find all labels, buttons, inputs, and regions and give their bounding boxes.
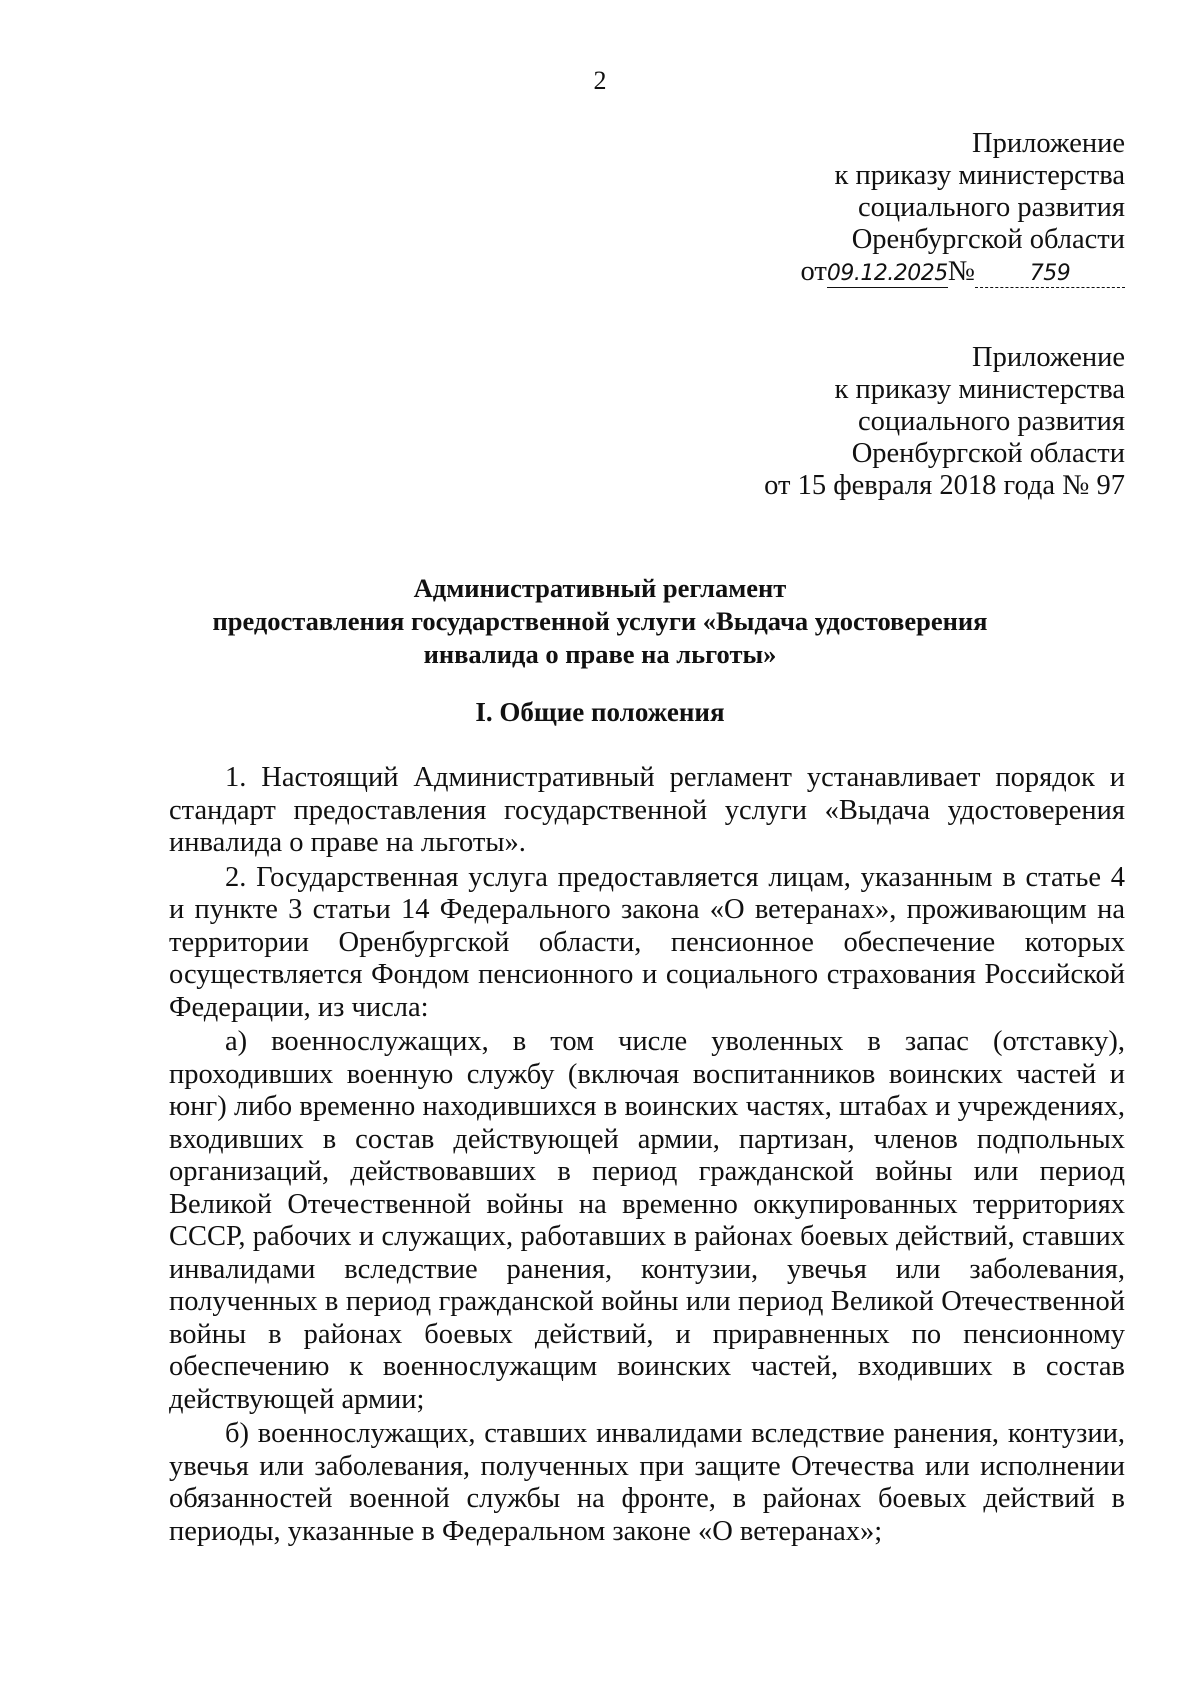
- title-line: инвалида о праве на льготы»: [423, 639, 777, 669]
- appendix-line: социального развития: [857, 406, 1125, 437]
- title-line: предоставления государственной услуги «Выдача удостоверения: [212, 606, 988, 636]
- date-prefix: от: [800, 256, 827, 287]
- document-body: [169, 762, 1125, 1550]
- appendix-line: Оренбургской области: [851, 224, 1125, 255]
- order-date-number-line: [800, 256, 1125, 288]
- section-heading: I. Общие положения: [475, 697, 725, 727]
- title-line: Административный регламент: [413, 573, 787, 603]
- appendix-line: от 15 февраля 2018 года № 97: [764, 470, 1125, 501]
- appendix-line: социального развития: [857, 192, 1125, 223]
- page-number: 2: [593, 66, 607, 95]
- paragraph: 2. Государственная услуга предоставляется лицам, указанным в статье 4 и пункте 3 статьи 14 Федерального закона «О ветеранах», проживающим на территории Оренбургской области, пенсионное обеспечение которых осуществляется Фондом пенсионного и социального страхования Российской Федерации, из числа:: [169, 861, 1125, 1023]
- document-title: [0, 572, 1200, 671]
- appendix-original-block: [764, 342, 1125, 502]
- appendix-line: к приказу министерства: [834, 374, 1125, 405]
- handwritten-order-date: 09.12.2025: [826, 261, 948, 286]
- appendix-line: к приказу министерства: [834, 160, 1125, 191]
- paragraph: а) военнослужащих, в том числе уволенных в запас (отставку), проходивших военную службу (включая воспитанников воинских частей и юнг) либо временно находившихся в воинских частях, штабах и учреждениях, входивших в состав действующей армии, партизан, членов подпольных организаций, действовавших в период гражданской войны или период Великой Отечественной войны на временно оккупированных территориях СССР, рабочих и служащих, работавших в районах боевых действий, ставших инвалидами вследствие ранения, контузии, увечья или заболевания, полученных в период гражданской войны или период Великой Отечественной войны в районах боевых действий, и приравненных по пенсионному обеспечению к военнослужащим воинских частей, входивших в состав действующей армии;: [169, 1026, 1125, 1415]
- appendix-line: Приложение: [972, 342, 1125, 373]
- handwritten-order-number: 759: [975, 261, 1125, 288]
- paragraph: 1. Настоящий Административный регламент устанавливает порядок и стандарт предоставления государственной услуги «Выдача удостоверения инвалида о праве на льготы».: [169, 762, 1125, 858]
- appendix-line: Приложение: [972, 128, 1125, 159]
- number-prefix: №: [947, 256, 975, 287]
- appendix-current-block: [800, 128, 1125, 288]
- appendix-line: Оренбургской области: [851, 438, 1125, 469]
- paragraph: б) военнослужащих, ставших инвалидами вследствие ранения, контузии, увечья или заболевания, полученных при защите Отечества или исполнении обязанностей военной службы на фронте, в районах боевых действий в периоды, указанные в Федеральном законе «О ветеранах»;: [169, 1418, 1125, 1547]
